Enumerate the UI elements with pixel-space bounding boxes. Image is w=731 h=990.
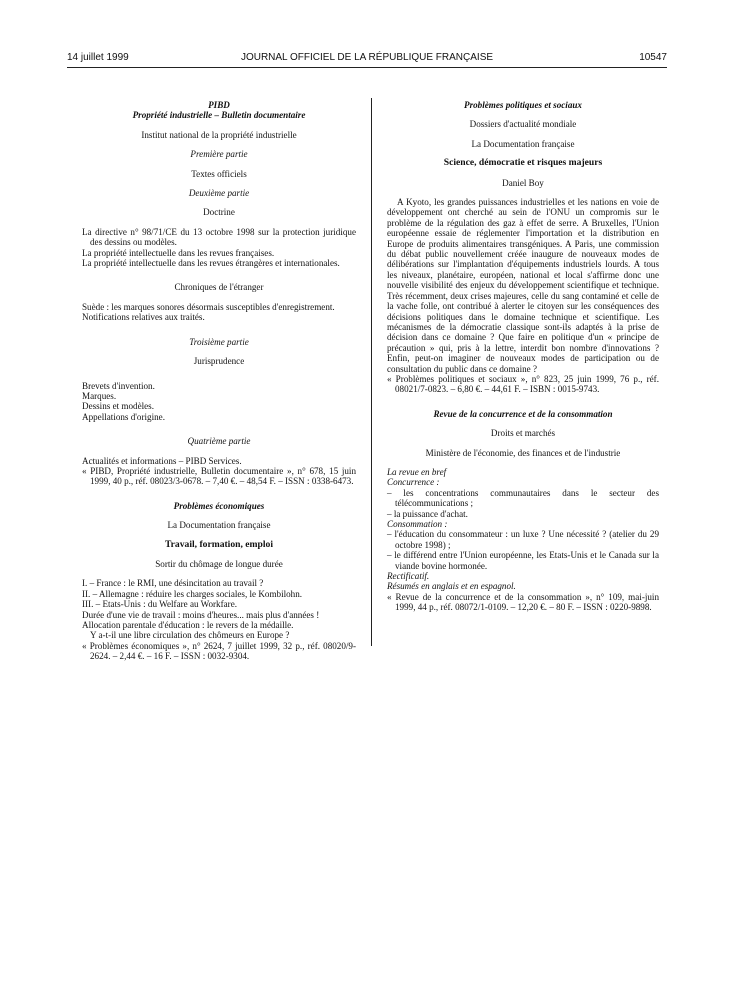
pps-author: Daniel Boy [502,177,544,188]
rcc-consommation: Consommation : [387,519,448,529]
list-item: Appellations d'origine. [82,411,165,422]
rcc-rectificatif: Rectificatif. [387,571,430,582]
list-item: La propriété intellectuelle dans les revues étrangères et internationales. [82,258,340,269]
list-item: Brevets d'invention. [82,380,155,391]
rcc-title: Droits et marchés [490,428,556,439]
eco-title: Travail, formation, emploi [164,538,273,550]
rcc-concurrence: Concurrence : [387,477,440,488]
list-item: – l'éducation du consommateur : un luxe ? Une nécessité ? (atelier du 29 octobre 1998) ; [387,529,659,550]
list-item: Dessins et modèles. [82,401,154,412]
list-item: La directive n° 98/71/CE du 13 octobre 1998 sur la protection juridique des dessins ou modèles. [82,226,356,248]
rcc-publisher: Ministère de l'économie, des finances et de l'industrie [425,447,621,458]
left-column [82,100,356,662]
pps-heading: Problèmes politiques et sociaux [464,100,582,110]
column-divider [371,98,372,646]
list-item: Suède : les marques sonores désormais susceptibles d'enregistrement. [82,301,335,312]
list-item: Marques. [82,390,117,401]
eco-list [82,578,356,640]
doctrine-list [82,227,356,269]
list-item: I. – France : le RMI, une désincitation au travail ? [82,578,264,589]
pps-title: Science, démocratie et risques majeurs [443,157,603,169]
jurisprudence-list [82,381,356,423]
pibd-title: Propriété industrielle – Bulletin documentaire [132,110,306,121]
list-item: – les concentrations communautaires dans le secteur des télécommunications ; [387,487,659,509]
rcc-reference: « Revue de la concurrence et de la consommation », n° 109, mai-juin 1999, 44 p., réf. 08072/1-0109. – 12,20 €. – 80 F. – ISSN : 0220-9898. [387,591,659,613]
eco-publisher: La Documentation française [167,520,271,531]
pps-publisher: La Documentation française [471,138,575,149]
pps-body: A Kyoto, les grandes puissances industrielles et les nations en voie de développement ont cherché au sein de l'ONU un compromis sur le problème de la régulation des gaz à effet de serre. A Bruxelles, l'Union européenne essaie de réglementer l'importation et la distribution en Europe de produits alimentaires transgéniques. A Paris, une commission du débat public nouvellement créée inaugure de nouveaux modes de délibérations sur l'implantation d'équipements industriels lourds. A tous les niveaux, planétaire, européen, national et local s'affirme donc une nouvelle visibilité des enjeux du développement scientifique et technique. Très récemment, deux crises majeures, celle du sang contaminé et celle de la vache folle, ont contribué à alerter le citoyen sur les conséquences des décisions politiques dans le domaine technique et scientifique. Les mécanismes de la démocratie classique sont-ils adaptés à la prise de décision dans ce domaine ? Que faire en politique d'un « principe de précaution » qui, pris à la lettre, interdit bon nombre d'innovations ? Enfin, peut-on imaginer de nouveaux modes de participation ou de consultation du public dans ce domaine ? [387,197,659,374]
right-column [387,100,659,613]
chroniques-list [82,302,356,323]
eco-subtitle: Sortir du chômage de longue durée [155,558,283,569]
list-item: – la puissance d'achat. [387,508,468,519]
rcc-resumes: Résumés en anglais et en espagnol. [387,581,516,592]
eco-heading: Problèmes économiques [173,500,265,511]
pps-series: Dossiers d'actualité mondiale [469,119,577,130]
header-date: 14 juillet 1999 [67,52,129,63]
header-page-number: 10547 [639,52,667,63]
eco-reference: « Problèmes économiques », n° 2624, 7 juillet 1999, 32 p., réf. 08020/9-2624. – 2,44 €. – 16 F. – ISSN : 0032-9304. [82,640,356,662]
list-item: La propriété intellectuelle dans les revues françaises. [82,247,275,258]
page-header [67,52,667,68]
header-title: JOURNAL OFFICIEL DE LA RÉPUBLIQUE FRANÇAISE [240,52,494,63]
list-item: II. – Allemagne : réduire les charges sociales, le Kombilohn. [82,588,303,599]
part3-label: Troisième partie [189,336,249,347]
pibd-reference: « PIBD, Propriété industrielle, Bulletin documentaire », n° 678, 15 juin 1999, 40 p., réf. 08023/3-0678. – 7,40 €. – 48,54 F. – ISSN : 0338-6473. [82,465,356,487]
part2-label: Deuxième partie [188,188,250,199]
list-item: Notifications relatives aux traités. [82,312,205,323]
list-item: Durée d'une vie de travail : moins d'heures... mais plus d'années ! [82,609,320,620]
list-item: Y a-t-il une libre circulation des chômeurs en Europe ? [90,630,290,641]
list-item: Allocation parentale d'éducation : le revers de la médaille. [82,620,294,630]
part4-label: Quatrième partie [187,436,251,447]
part1-label: Première partie [190,149,248,160]
rcc-bref: La revue en bref [387,466,447,477]
part2-title: Doctrine [203,207,235,218]
list-item: – le différend entre l'Union européenne, les Etats-Unis et le Canada sur la viande bovine hormonée. [387,550,659,571]
chroniques-title: Chroniques de l'étranger [174,282,264,293]
part4-text: Actualités et informations – PIBD Services. [82,455,242,466]
rcc-heading: Revue de la concurrence et de la consommation [433,408,613,419]
pibd-publisher: Institut national de la propriété industrielle [141,129,297,140]
pibd-abbr: PIBD [208,100,230,110]
part3-title: Jurisprudence [193,356,245,367]
pps-reference: « Problèmes politiques et sociaux », n° 823, 25 juin 1999, 76 p., réf. 08021/7-0823. – 6,80 €. – 44,61 F. – ISBN : 0015-9743. [387,373,659,395]
part1-title: Textes officiels [191,168,247,179]
list-item: III. – Etats-Unis : du Welfare au Workfare. [82,599,238,610]
header-rule [67,67,667,68]
